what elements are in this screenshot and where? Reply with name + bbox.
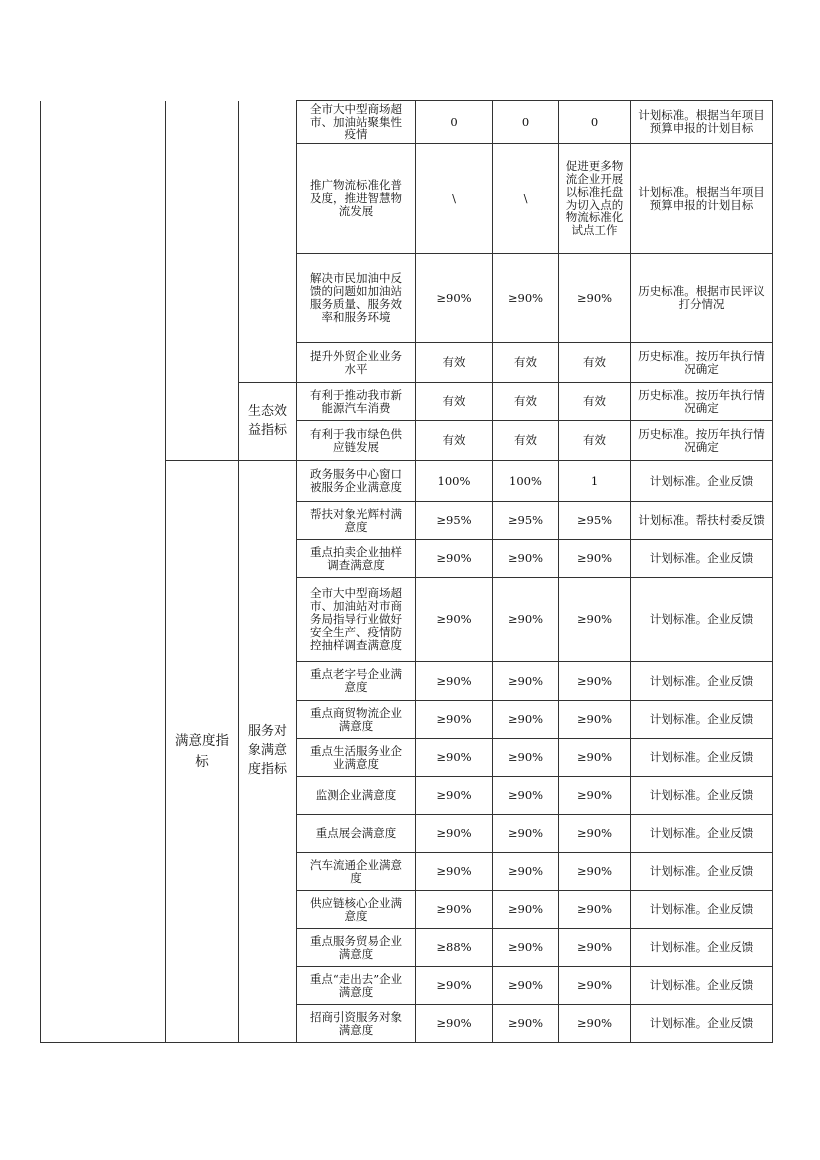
indicator-cell: 重点“走出去”企业满意度: [297, 967, 416, 1005]
value-cell: ≥90%: [559, 254, 631, 343]
value-cell: 有效: [559, 343, 631, 383]
value-cell: ≥90%: [416, 777, 493, 815]
value-cell: ≥90%: [493, 815, 559, 853]
value-cell: ≥90%: [559, 929, 631, 967]
standard-cell: 计划标准。企业反馈: [631, 578, 773, 662]
value-cell: ≥90%: [559, 701, 631, 739]
value-cell: ≥95%: [416, 502, 493, 540]
value-cell: ≥90%: [416, 967, 493, 1005]
standard-cell: 计划标准。企业反馈: [631, 891, 773, 929]
indicator-cell: 全市大中型商场超市、加油站聚集性疫情: [297, 101, 416, 144]
indicator-cell: 重点展会满意度: [297, 815, 416, 853]
value-cell: ≥90%: [416, 1005, 493, 1043]
value-cell: 有效: [559, 421, 631, 461]
value-cell: \: [416, 144, 493, 254]
indicator-cell: 重点老字号企业满意度: [297, 662, 416, 701]
standard-cell: 计划标准。企业反馈: [631, 701, 773, 739]
value-cell: ≥88%: [416, 929, 493, 967]
value-cell: ≥90%: [416, 254, 493, 343]
standard-cell: 计划标准。企业反馈: [631, 967, 773, 1005]
value-cell: ≥90%: [559, 540, 631, 578]
value-cell: 0: [559, 101, 631, 144]
value-cell: ≥90%: [493, 929, 559, 967]
value-cell: 有效: [493, 343, 559, 383]
value-cell: ≥90%: [493, 254, 559, 343]
level3-category-cell: [239, 101, 297, 383]
value-cell: ≥90%: [416, 739, 493, 777]
value-cell: 促进更多物流企业开展以标准托盘为切入点的物流标准化试点工作: [559, 144, 631, 254]
value-cell: 100%: [416, 461, 493, 502]
standard-cell: 计划标准。企业反馈: [631, 461, 773, 502]
value-cell: 0: [493, 101, 559, 144]
value-cell: 有效: [416, 343, 493, 383]
value-cell: ≥90%: [559, 578, 631, 662]
value-cell: ≥90%: [416, 540, 493, 578]
indicator-cell: 汽车流通企业满意度: [297, 853, 416, 891]
value-cell: ≥90%: [416, 853, 493, 891]
value-cell: ≥90%: [416, 891, 493, 929]
performance-indicator-table-page: [40, 100, 772, 1043]
standard-cell: 计划标准。企业反馈: [631, 662, 773, 701]
value-cell: 0: [416, 101, 493, 144]
level2-category-cell: [166, 101, 239, 461]
standard-cell: 历史标准。按历年执行情况确定: [631, 343, 773, 383]
indicator-cell: 重点商贸物流企业满意度: [297, 701, 416, 739]
table-row: [41, 101, 773, 144]
value-cell: 有效: [416, 383, 493, 421]
indicator-cell: 解决市民加油中反馈的问题如加油站服务质量、服务效率和服务环境: [297, 254, 416, 343]
value-cell: ≥90%: [493, 853, 559, 891]
value-cell: ≥90%: [416, 701, 493, 739]
indicator-cell: 推广物流标准化普及度，推进智慧物流发展: [297, 144, 416, 254]
standard-cell: 计划标准。企业反馈: [631, 739, 773, 777]
value-cell: ≥90%: [559, 739, 631, 777]
indicator-cell: 重点服务贸易企业满意度: [297, 929, 416, 967]
standard-cell: 计划标准。企业反馈: [631, 853, 773, 891]
value-cell: ≥90%: [493, 891, 559, 929]
service-satisfaction-category: 服务对象满意度指标: [239, 461, 297, 1043]
value-cell: 有效: [493, 421, 559, 461]
standard-cell: 历史标准。根据市民评议打分情况: [631, 254, 773, 343]
value-cell: ≥95%: [559, 502, 631, 540]
value-cell: ≥90%: [559, 891, 631, 929]
value-cell: ≥90%: [416, 578, 493, 662]
value-cell: 100%: [493, 461, 559, 502]
indicator-cell: 重点拍卖企业抽样调查满意度: [297, 540, 416, 578]
standard-cell: 计划标准。企业反馈: [631, 929, 773, 967]
standard-cell: 计划标准。根据当年项目预算申报的计划目标: [631, 101, 773, 144]
indicator-cell: 帮扶对象光辉村满意度: [297, 502, 416, 540]
standard-cell: 计划标准。帮扶村委反馈: [631, 502, 773, 540]
value-cell: ≥90%: [493, 739, 559, 777]
value-cell: ≥95%: [493, 502, 559, 540]
performance-indicator-table: [40, 100, 773, 1043]
indicator-cell: 有利于我市绿色供应链发展: [297, 421, 416, 461]
satisfaction-category: 满意度指标: [166, 461, 239, 1043]
value-cell: ≥90%: [559, 1005, 631, 1043]
value-cell: \: [493, 144, 559, 254]
indicator-cell: 全市大中型商场超市、加油站对市商务局指导行业做好安全生产、疫情防控抽样调查满意度: [297, 578, 416, 662]
value-cell: ≥90%: [559, 815, 631, 853]
value-cell: ≥90%: [493, 662, 559, 701]
standard-cell: 计划标准。企业反馈: [631, 1005, 773, 1043]
value-cell: 有效: [559, 383, 631, 421]
standard-cell: 计划标准。企业反馈: [631, 815, 773, 853]
indicator-cell: 提升外贸企业业务水平: [297, 343, 416, 383]
value-cell: 有效: [493, 383, 559, 421]
value-cell: ≥90%: [493, 777, 559, 815]
value-cell: ≥90%: [559, 967, 631, 1005]
indicator-cell: 政务服务中心窗口被服务企业满意度: [297, 461, 416, 502]
value-cell: ≥90%: [559, 777, 631, 815]
value-cell: ≥90%: [559, 662, 631, 701]
value-cell: ≥90%: [559, 853, 631, 891]
value-cell: 有效: [416, 421, 493, 461]
value-cell: ≥90%: [493, 578, 559, 662]
value-cell: ≥90%: [416, 662, 493, 701]
value-cell: ≥90%: [493, 967, 559, 1005]
ecology-benefit-category: 生态效益指标: [239, 383, 297, 461]
value-cell: ≥90%: [493, 540, 559, 578]
value-cell: ≥90%: [493, 701, 559, 739]
indicator-cell: 监测企业满意度: [297, 777, 416, 815]
value-cell: ≥90%: [493, 1005, 559, 1043]
value-cell: 1: [559, 461, 631, 502]
standard-cell: 历史标准。按历年执行情况确定: [631, 383, 773, 421]
indicator-cell: 供应链核心企业满意度: [297, 891, 416, 929]
indicator-cell: 有利于推动我市新能源汽车消费: [297, 383, 416, 421]
standard-cell: 计划标准。企业反馈: [631, 540, 773, 578]
standard-cell: 计划标准。企业反馈: [631, 777, 773, 815]
level1-category-cell: [41, 101, 166, 1043]
standard-cell: 计划标准。根据当年项目预算申报的计划目标: [631, 144, 773, 254]
standard-cell: 历史标准。按历年执行情况确定: [631, 421, 773, 461]
value-cell: ≥90%: [416, 815, 493, 853]
indicator-cell: 招商引资服务对象满意度: [297, 1005, 416, 1043]
indicator-cell: 重点生活服务业企业满意度: [297, 739, 416, 777]
